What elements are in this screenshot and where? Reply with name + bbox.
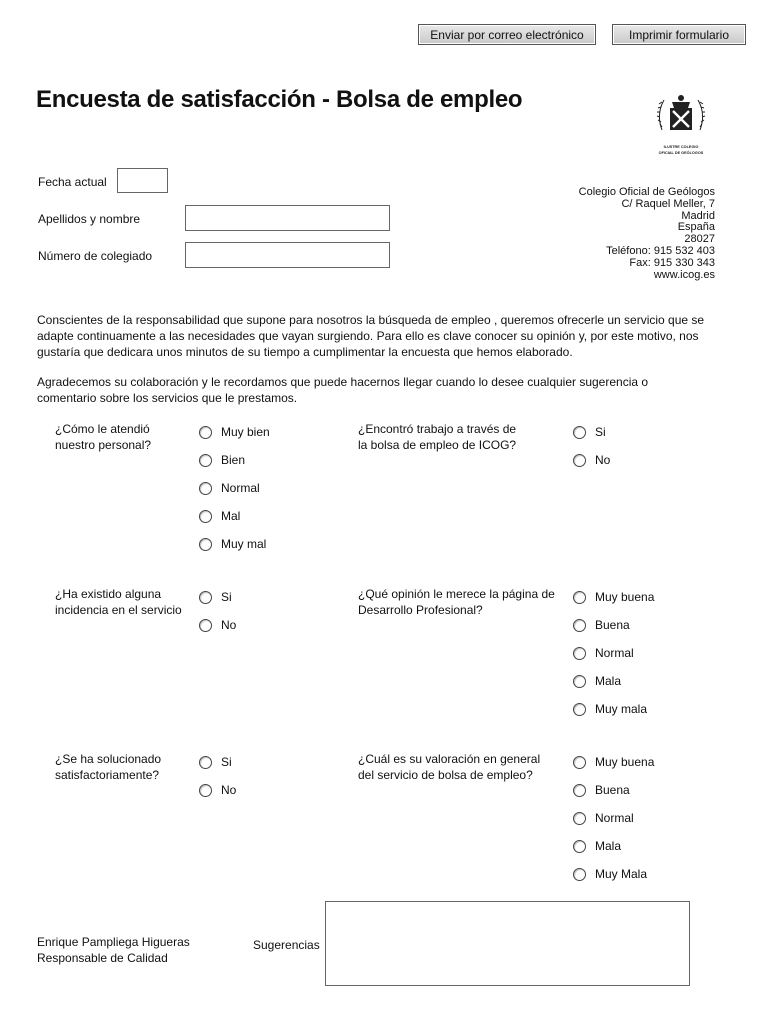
q6-option-normal[interactable]: Normal	[573, 810, 634, 826]
radio-icon[interactable]	[573, 840, 586, 853]
radio-icon[interactable]	[573, 784, 586, 797]
radio-icon[interactable]	[573, 426, 586, 439]
q2-option-si[interactable]: Si	[573, 424, 606, 440]
postal-code: 28027	[684, 233, 715, 246]
radio-icon[interactable]	[573, 647, 586, 660]
q6-option-muy-buena[interactable]: Muy buena	[573, 754, 654, 770]
radio-icon[interactable]	[199, 756, 212, 769]
suggestions-textarea[interactable]	[325, 901, 690, 986]
org-name: Colegio Oficial de Geólogos	[578, 186, 715, 198]
q1-option-muy-mal[interactable]: Muy mal	[199, 536, 266, 552]
radio-icon[interactable]	[199, 591, 212, 604]
logo-line2: OFICIAL DE GEÓLOGOS	[658, 151, 704, 155]
signatory-role: Responsable de Calidad	[37, 951, 168, 965]
q3-option-no[interactable]: No	[199, 617, 236, 633]
date-field[interactable]	[117, 168, 168, 193]
question-incident: ¿Ha existido alguna incidencia en el servicio	[55, 587, 182, 617]
q6-option-buena[interactable]: Buena	[573, 782, 630, 798]
radio-icon[interactable]	[573, 812, 586, 825]
email-form-button[interactable]: Enviar por correo electrónico	[418, 24, 596, 45]
q2-option-no[interactable]: No	[573, 452, 610, 468]
radio-icon[interactable]	[573, 454, 586, 467]
member-number-label: Número de colegiado	[38, 249, 153, 263]
radio-icon[interactable]	[573, 591, 586, 604]
name-field[interactable]	[185, 205, 390, 231]
page-title: Encuesta de satisfacción - Bolsa de empleo	[36, 86, 523, 113]
question-resolved: ¿Se ha solucionado satisfactoriamente?	[55, 752, 162, 782]
radio-icon[interactable]	[199, 784, 212, 797]
q1-option-mal[interactable]: Mal	[199, 508, 240, 524]
radio-icon[interactable]	[199, 482, 212, 495]
q4-option-mala[interactable]: Mala	[573, 673, 621, 689]
q4-option-muy-buena[interactable]: Muy buena	[573, 589, 654, 605]
intro-paragraph-1: Conscientes de la responsabilidad que supone para nosotros la búsqueda de empleo , queremos ofrecerle un servicio que se adapte continuamente a las necesidades que vayan surgiendo. Para ello es clave conocer su opinión y, por este motivo, nos gustaría que dedicara unos minutos de su tiempo a cumplimentar la encuesta que hemos elaborado.	[37, 313, 705, 359]
member-number-field[interactable]	[185, 242, 390, 268]
q3-option-si[interactable]: Si	[199, 589, 232, 605]
q1-option-bien[interactable]: Bien	[199, 452, 245, 468]
question-overall-rating: ¿Cuál es su valoración en general del servicio de bolsa de empleo?	[358, 752, 541, 782]
contact-address	[579, 187, 715, 281]
q4-option-buena[interactable]: Buena	[573, 617, 630, 633]
intro-paragraph-2: Agradecemos su colaboración y le recordamos que puede hacernos llegar cuando lo desee cualquier sugerencia o comentario sobre los servicios que le prestamos.	[37, 375, 649, 405]
date-label: Fecha actual	[38, 175, 107, 189]
radio-icon[interactable]	[199, 426, 212, 439]
q5-option-si[interactable]: Si	[199, 754, 232, 770]
radio-icon[interactable]	[573, 756, 586, 769]
radio-icon[interactable]	[573, 868, 586, 881]
icog-crest-icon	[650, 88, 712, 160]
print-form-button[interactable]: Imprimir formulario	[612, 24, 746, 45]
street: C/ Raquel Meller, 7	[621, 197, 715, 210]
logo-line1: ILUSTRE COLEGIO	[663, 145, 699, 149]
suggestions-label: Sugerencias	[253, 938, 320, 952]
phone: Teléfono: 915 532 403	[606, 244, 715, 257]
radio-icon[interactable]	[573, 675, 586, 688]
radio-icon[interactable]	[573, 703, 586, 716]
fax: Fax: 915 330 343	[629, 256, 715, 269]
radio-icon[interactable]	[199, 454, 212, 467]
website: www.icog.es	[653, 268, 715, 281]
q4-option-muy-mala[interactable]: Muy mala	[573, 701, 647, 717]
name-label: Apellidos y nombre	[38, 212, 141, 226]
radio-icon[interactable]	[199, 538, 212, 551]
question-professional-page: ¿Qué opinión le merece la página de Desarrollo Profesional?	[358, 587, 555, 617]
city: Madrid	[681, 209, 715, 222]
radio-icon[interactable]	[199, 619, 212, 632]
radio-icon[interactable]	[573, 619, 586, 632]
country: España	[677, 221, 715, 234]
q6-option-muy-mala[interactable]: Muy Mala	[573, 866, 647, 882]
radio-icon[interactable]	[199, 510, 212, 523]
q1-option-muy-bien[interactable]: Muy bien	[199, 424, 270, 440]
signatory-name: Enrique Pampliega Higueras	[37, 935, 190, 949]
q6-option-mala[interactable]: Mala	[573, 838, 621, 854]
q5-option-no[interactable]: No	[199, 782, 236, 798]
signature-block	[37, 934, 190, 966]
question-staff-attention: ¿Cómo le atendió nuestro personal?	[55, 422, 152, 452]
question-found-job: ¿Encontró trabajo a través de la bolsa de empleo de ICOG?	[358, 422, 517, 452]
q4-option-normal[interactable]: Normal	[573, 645, 634, 661]
q1-option-normal[interactable]: Normal	[199, 480, 260, 496]
